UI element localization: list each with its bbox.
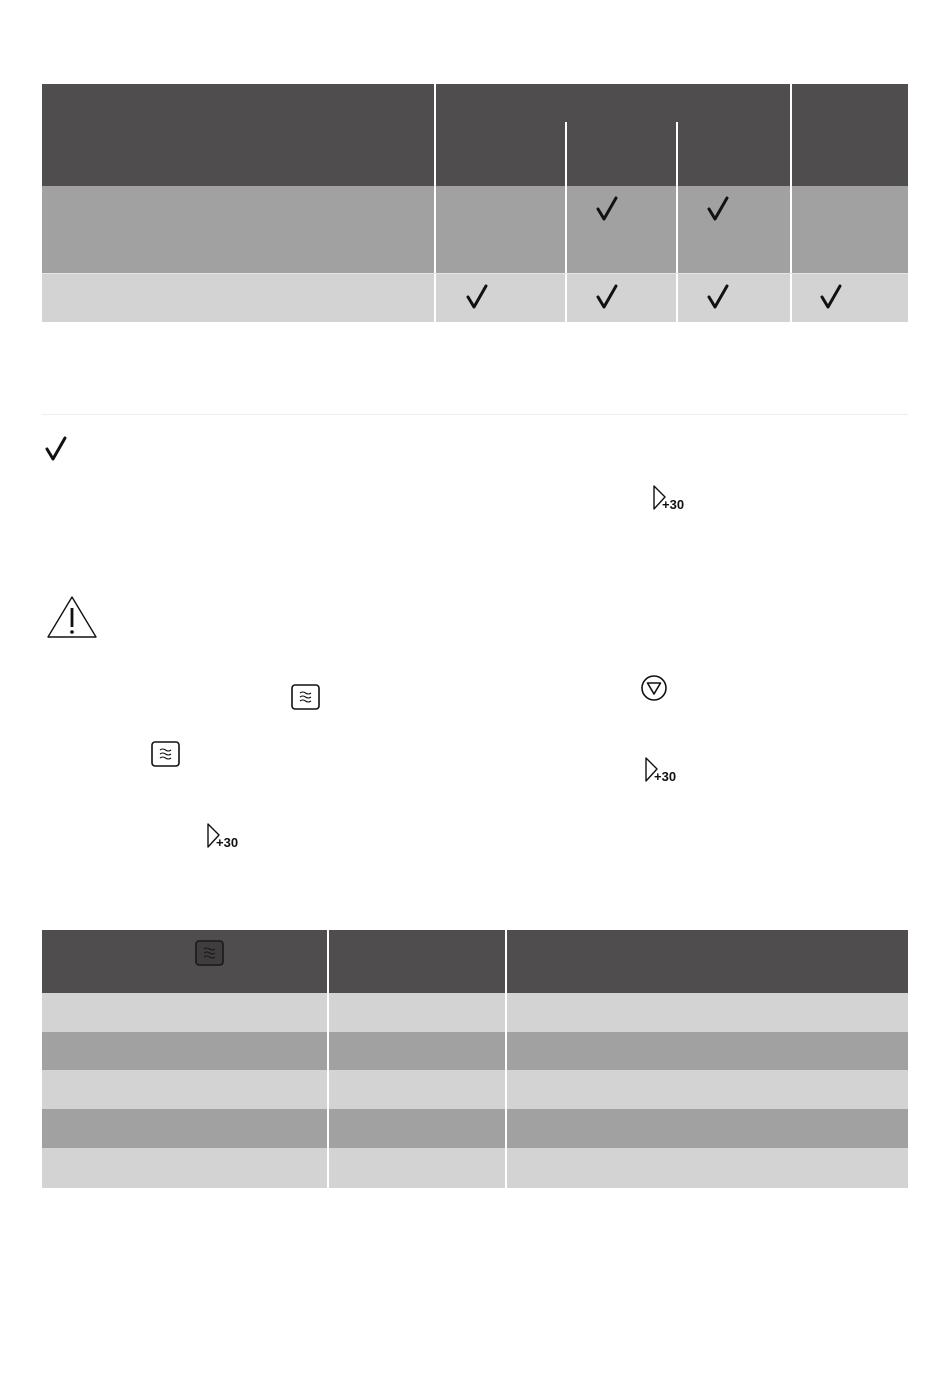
timer-plus-30-icon bbox=[644, 757, 684, 785]
timer-plus-30-icon bbox=[206, 823, 246, 851]
check-icon bbox=[596, 284, 618, 310]
microwave-table-header bbox=[42, 930, 908, 993]
table-row bbox=[42, 1032, 908, 1070]
table-row bbox=[42, 1109, 908, 1148]
feature-table-header bbox=[42, 84, 908, 186]
check-icon bbox=[596, 196, 618, 222]
table-row bbox=[42, 993, 908, 1032]
timer-plus-30-label: +30 bbox=[216, 835, 239, 850]
microwave-table bbox=[42, 930, 908, 1188]
timer-plus-30-icon bbox=[652, 485, 692, 513]
check-icon bbox=[707, 284, 729, 310]
microwave-icon bbox=[151, 741, 180, 767]
microwave-icon bbox=[195, 940, 224, 966]
check-icon bbox=[466, 284, 488, 310]
table-row bbox=[42, 1070, 908, 1109]
feature-table-row bbox=[42, 186, 908, 274]
check-icon bbox=[707, 196, 729, 222]
microwave-icon bbox=[291, 684, 320, 710]
timer-plus-30-label: +30 bbox=[662, 497, 685, 512]
warning-triangle-icon bbox=[46, 595, 98, 639]
table-row bbox=[42, 1148, 908, 1188]
feature-table-footnote-area bbox=[42, 322, 908, 415]
legend-check-icon bbox=[45, 436, 67, 462]
stop-circle-icon bbox=[640, 674, 668, 702]
feature-table bbox=[42, 84, 908, 414]
timer-plus-30-label: +30 bbox=[654, 769, 677, 784]
check-icon bbox=[820, 284, 842, 310]
